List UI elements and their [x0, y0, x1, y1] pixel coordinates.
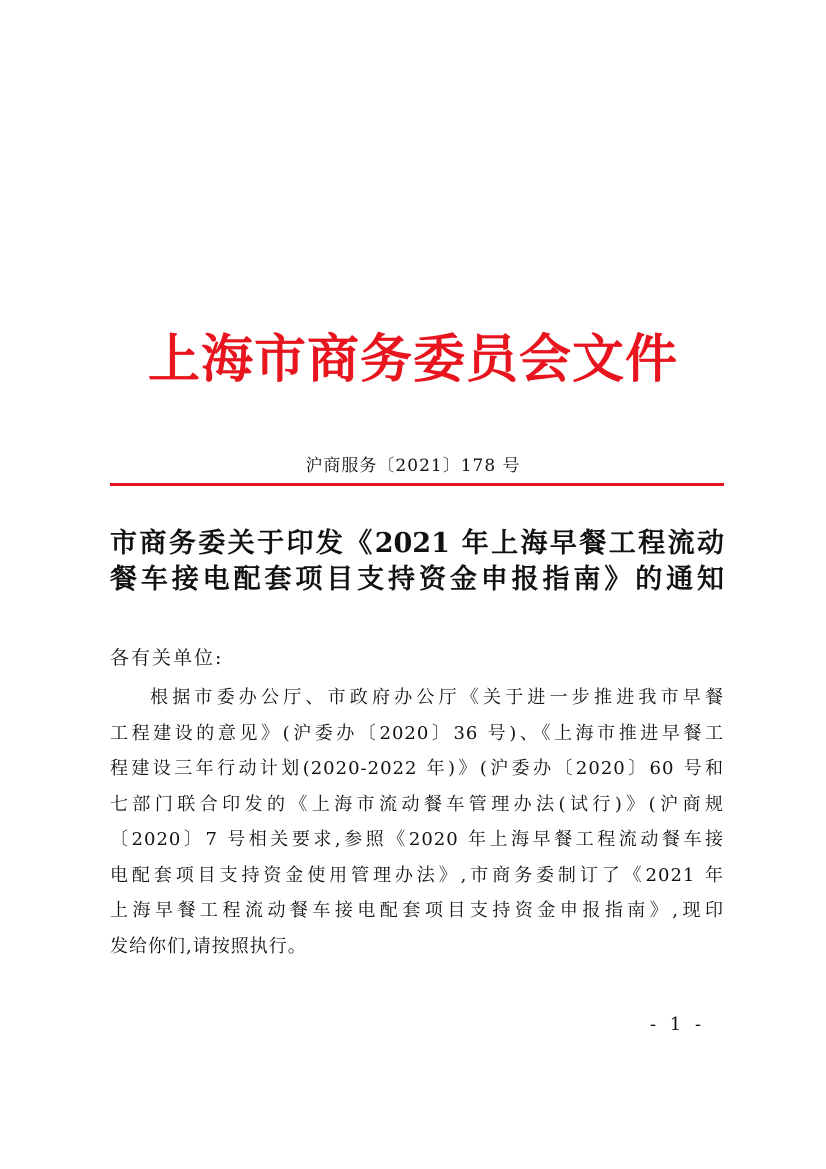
- body-line: 根据市委办公厅、市政府办公厅《关于进一步推进我市早餐: [150, 687, 724, 708]
- body-line: 〔2020〕7 号相关要求,参照《2020 年上海早餐工程流动餐车接: [110, 829, 724, 850]
- page-number: - 1 -: [650, 1014, 706, 1035]
- red-divider-line: [110, 483, 724, 486]
- body-line: 发给你们,请按照执行。: [110, 935, 307, 957]
- notice-title: [110, 526, 724, 598]
- issuing-authority-title: 上海市商务委员会文件: [147, 329, 678, 390]
- notice-title-line: 市商务委关于印发《2021 年上海早餐工程流动: [110, 528, 724, 559]
- body-line: 电配套项目支持资金使用管理办法》,市商务委制订了《2021 年: [110, 864, 724, 886]
- body-paragraph: [110, 680, 724, 964]
- body-line: 七部门联合印发的《上海市流动餐车管理办法(试行)》(沪商规: [110, 793, 724, 815]
- body-line: 上海早餐工程流动餐车接电配套项目支持资金申报指南》,现印: [110, 900, 724, 921]
- notice-title-line: 餐车接电配套项目支持资金申报指南》的通知: [110, 564, 724, 595]
- body-line: 程建设三年行动计划(2020-2022 年)》(沪委办〔2020〕60 号和: [110, 758, 724, 779]
- body-line: 工程建设的意见》(沪委办〔2020〕36 号)、《上海市推进早餐工: [110, 722, 724, 744]
- document-number: 沪商服务〔2021〕178 号: [305, 456, 521, 476]
- salutation: 各有关单位:: [110, 647, 224, 669]
